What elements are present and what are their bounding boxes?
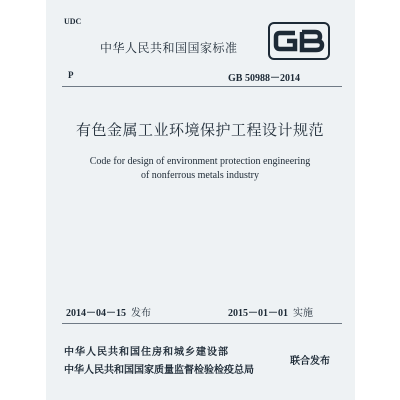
category-label: P (68, 70, 74, 80)
bottom-divider (62, 323, 342, 324)
effective-word: 实施 (293, 308, 313, 319)
issuer-aqsiq: 中华人民共和国国家质量监督检验检疫总局 (64, 365, 254, 376)
issue-word: 发布 (131, 308, 151, 319)
gb-logo-icon (268, 22, 330, 60)
book-cover (46, 0, 355, 400)
document-title-zh: 有色金属工业环境保护工程设计规范 (75, 121, 324, 139)
title-en-line1: Code for design of environment protection engineering (89, 156, 311, 167)
standard-number: GB 50988－2014 (228, 73, 300, 84)
issue-date: 2014－04－15 (66, 308, 126, 319)
issuer-ministry-housing: 中华人民共和国住房和城乡建设部 (64, 347, 229, 358)
udc-label: UDC (64, 17, 82, 26)
document-title-en (0, 155, 400, 183)
top-divider (62, 86, 342, 87)
standard-title: 中华人民共和国国家标准 (100, 41, 238, 55)
effective-date-block (228, 304, 313, 319)
title-en-line2: of nonferrous metals industry (140, 170, 260, 181)
effective-date: 2015－01－01 (228, 308, 288, 319)
issue-date-block (66, 304, 151, 319)
joint-issue-label: 联合发布 (290, 356, 330, 367)
